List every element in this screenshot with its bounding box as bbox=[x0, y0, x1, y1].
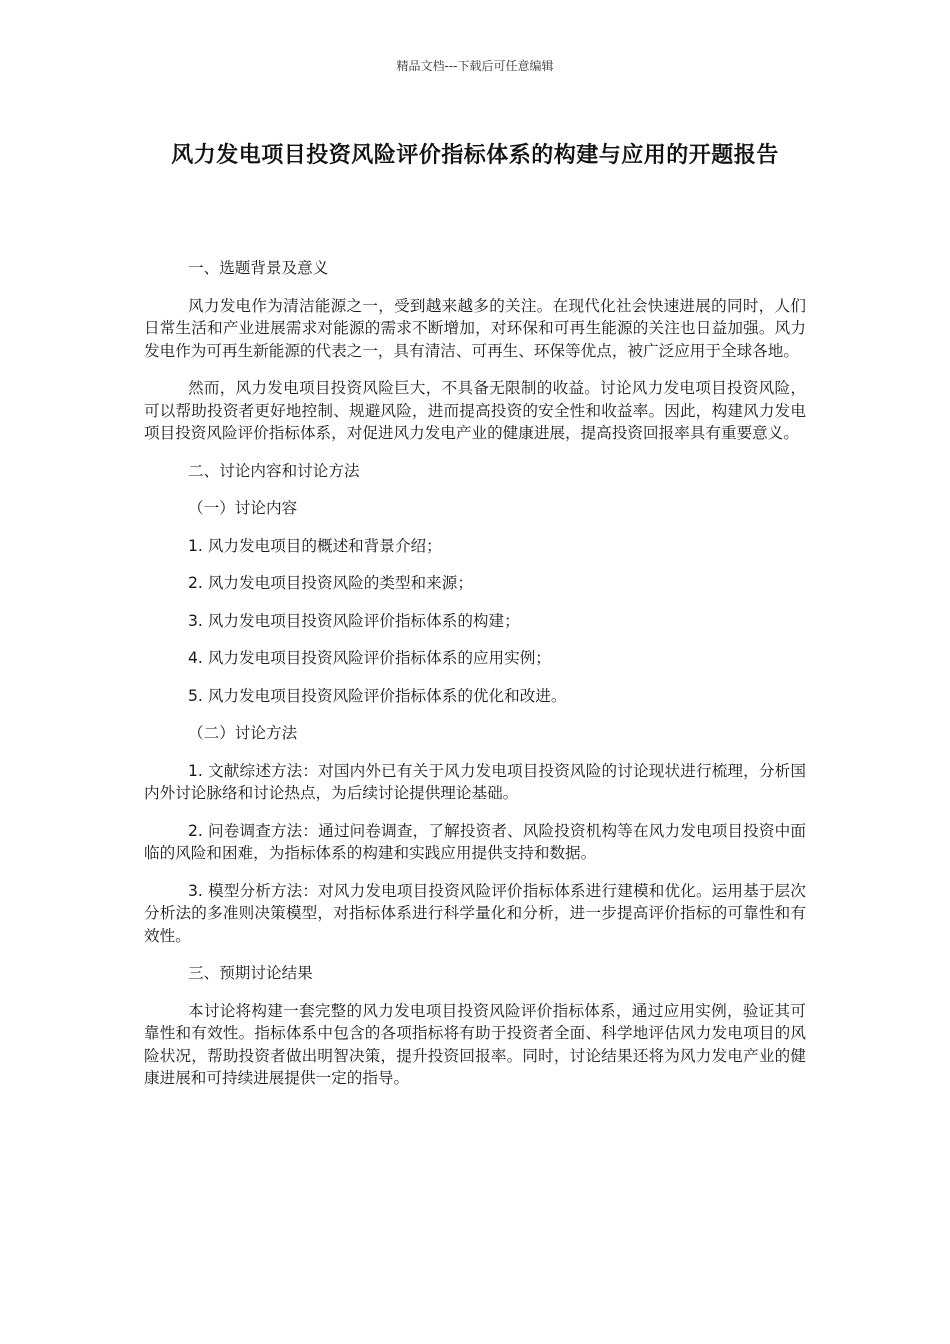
subheading-content: （一）讨论内容 bbox=[188, 499, 298, 517]
section-heading-background: 一、选题背景及意义 bbox=[188, 259, 329, 277]
document-body bbox=[144, 257, 806, 1090]
method-literature-review: 1. 文献综述方法：对国内外已有关于风力发电项目投资风险的讨论现状进行梳理，分析国内外讨论脉络和讨论热点，为后续讨论提供理论基础。 bbox=[144, 761, 806, 802]
paragraph-background-1: 风力发电作为清洁能源之一，受到越来越多的关注。在现代化社会快速进展的同时，人们日常生活和产业进展需求对能源的需求不断增加，对环保和可再生能源的关注也日益加强。风力发电作为可再生新能源的代表之一，具有清洁、可再生、环保等优点，被广泛应用于全球各地。 bbox=[144, 296, 806, 360]
paragraph-expected-results: 本讨论将构建一套完整的风力发电项目投资风险评价指标体系，通过应用实例，验证其可靠性和有效性。指标体系中包含的各项指标将有助于投资者全面、科学地评估风力发电项目的风险状况，帮助投资者做出明智决策，提升投资回报率。同时，讨论结果还将为风力发电产业的健康进展和可持续进展提供一定的指导。 bbox=[144, 1001, 806, 1087]
header-note: 精品文档---下载后可任意编辑 bbox=[396, 59, 554, 73]
document-title: 风力发电项目投资风险评价指标体系的构建与应用的开题报告 bbox=[171, 143, 779, 168]
list-item-content-1: 1. 风力发电项目的概述和背景介绍； bbox=[188, 536, 442, 555]
list-item-content-4: 4. 风力发电项目投资风险评价指标体系的应用实例； bbox=[188, 649, 551, 667]
method-questionnaire: 2. 问卷调查方法：通过问卷调查，了解投资者、风险投资机构等在风力发电项目投资中面临的风险和困难，为指标体系的构建和实践应用提供支持和数据。 bbox=[144, 821, 806, 862]
list-item-content-2: 2. 风力发电项目投资风险的类型和来源； bbox=[188, 574, 473, 592]
list-item-content-5: 5. 风力发电项目投资风险评价指标体系的优化和改进。 bbox=[188, 686, 567, 705]
list-item-content-3: 3. 风力发电项目投资风险评价指标体系的构建； bbox=[188, 611, 520, 630]
method-model-analysis: 3. 模型分析方法：对风力发电项目投资风险评价指标体系进行建模和优化。运用基于层次分析法的多准则决策模型，对指标体系进行科学量化和分析，进一步提高评价指标的可靠性和有效性。 bbox=[144, 881, 806, 945]
section-heading-expected-results: 三、预期讨论结果 bbox=[188, 964, 313, 982]
subheading-methods: （二）讨论方法 bbox=[188, 724, 298, 742]
paragraph-background-2: 然而，风力发电项目投资风险巨大，不具备无限制的收益。讨论风力发电项目投资风险，可以帮助投资者更好地控制、规避风险，进而提高投资的安全性和收益率。因此，构建风力发电项目投资风险评价指标体系，对促进风力发电产业的健康进展，提高投资回报率具有重要意义。 bbox=[144, 379, 806, 442]
section-heading-content-methods: 二、讨论内容和讨论方法 bbox=[188, 461, 360, 480]
